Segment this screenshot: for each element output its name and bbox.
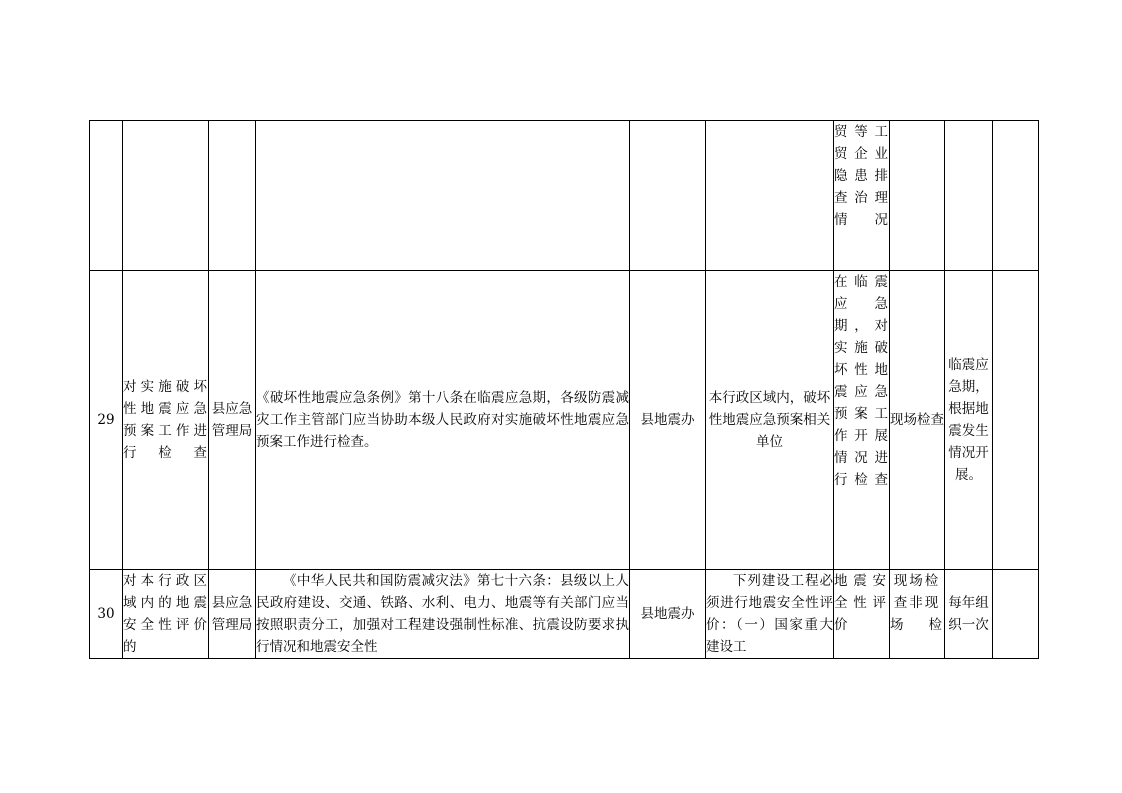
inspection-method: 现场检查 [890, 271, 945, 570]
inspection-item: 对本行政区域内的地震安全性评价的 [123, 570, 209, 659]
inspection-item: 对实施破坏性地震应急预案工作进行检查 [123, 271, 209, 570]
blank-cell [993, 570, 1039, 659]
inspection-frequency [945, 121, 993, 271]
inspection-scope: 本行政区域内，破坏性地震应急预案相关单位 [706, 271, 834, 570]
inspection-scope [706, 121, 834, 271]
row-number [90, 121, 123, 271]
implementing-unit: 县地震办 [630, 271, 706, 570]
implementing-unit: 县地震办 [630, 570, 706, 659]
inspection-content: 在临震应急期，对实施破坏性地震应急预案工作开展情况进行检查 [834, 271, 890, 570]
row-number: 29 [90, 271, 123, 570]
inspection-method: 现场检查非现场检 [890, 570, 945, 659]
table-row [90, 271, 1039, 570]
responsible-department [209, 121, 256, 271]
responsible-department: 县应急管理局 [209, 271, 256, 570]
legal-basis: 《破坏性地震应急条例》第十八条在临震应急期，各级防震减灾工作主管部门应当协助本级人民政府对实施破坏性地震应急预案工作进行检查。 [256, 271, 630, 570]
inspection-method [890, 121, 945, 271]
implementing-unit [630, 121, 706, 271]
inspection-frequency: 临震应急期，根据地震发生情况开展。 [945, 271, 993, 570]
legal-basis [256, 121, 630, 271]
table-row [90, 121, 1039, 271]
inspection-scope: 下列建设工程必须进行地震安全性评价：（一）国家重大建设工 [706, 570, 834, 659]
inspection-content: 贸等工贸企业隐患排查治理情况 [834, 121, 890, 271]
responsible-department: 县应急管理局 [209, 570, 256, 659]
blank-cell [993, 121, 1039, 271]
row-number: 30 [90, 570, 123, 659]
inspection-content: 地震安全性评价 [834, 570, 890, 659]
table-row [90, 570, 1039, 659]
inspection-frequency: 每年组织一次 [945, 570, 993, 659]
inspection-table [89, 120, 1039, 659]
legal-basis: 《中华人民共和国防震减灾法》第七十六条：县级以上人民政府建设、交通、铁路、水利、电力、地震等有关部门应当按照职责分工，加强对工程建设强制性标准、抗震设防要求执行情况和地震安全性 [256, 570, 630, 659]
inspection-item [123, 121, 209, 271]
blank-cell [993, 271, 1039, 570]
